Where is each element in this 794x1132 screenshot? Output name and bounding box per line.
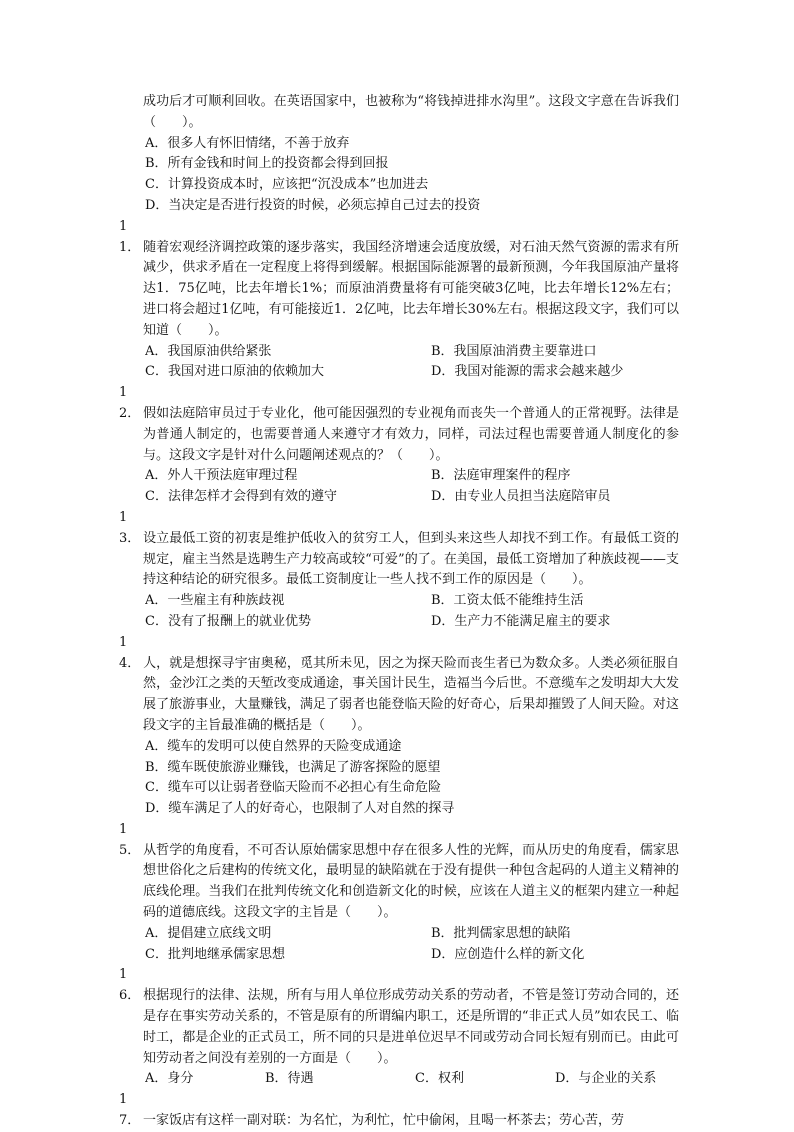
question-16-text (119, 965, 679, 1069)
question-15-stem: 从哲学的角度看，不可否认原始儒家思想中存在很多人性的光辉，而从历史的角度看，儒家思想世俗化之后建构的传统文化，最明显的缺陷就在于没有提供一种包含起码的人道主义精神的底线伦理。当我们在批判传统文化和创造新文化的时候，应该在人道主义的框架内建立一种起码的道德底线。这段文字的主旨是（ ）。 (143, 842, 679, 921)
question-13 (119, 508, 679, 633)
question-15 (119, 820, 679, 966)
question-15-number: 15． (119, 821, 141, 858)
question-13-option-a[interactable]: A．一些雇主有种族歧视 (145, 593, 285, 609)
question-12-option-d[interactable]: D．由专业人员担当法庭陪审员 (431, 489, 611, 505)
question-16-options (119, 1069, 679, 1090)
question-12-option-a[interactable]: A．外人干预法庭审理过程 (145, 468, 298, 484)
question-11-option-c[interactable]: C．我国对进口原油的依赖加大 (145, 364, 324, 380)
question-16 (119, 965, 679, 1090)
question-list (119, 92, 679, 1132)
question-15-options (119, 924, 679, 966)
question-14-option-d[interactable]: D．缆车满足了人的好奇心，也限制了人对自然的探寻 (145, 801, 455, 817)
question-16-number: 16． (119, 967, 141, 1004)
question-14-options (119, 737, 679, 820)
question-16-option-d[interactable]: D．与企业的关系 (555, 1071, 657, 1087)
question-15-option-d[interactable]: D．应创造什么样的新文化 (431, 946, 585, 962)
question-17 (119, 1090, 679, 1132)
question-11-option-a[interactable]: A．我国原油供给紧张 (145, 343, 272, 359)
question-14-text (119, 633, 679, 737)
question-11-text (119, 217, 679, 342)
question-17-stem: 一家饭店有这样一副对联：为名忙，为利忙，忙中偷闲，且喝一杯茶去；劳心苦，劳 (143, 1113, 625, 1129)
question-11-options (119, 342, 679, 384)
question-13-options (119, 591, 679, 633)
question-12 (119, 383, 679, 508)
question-12-text (119, 383, 679, 466)
question-11 (119, 217, 679, 383)
question-11-option-b[interactable]: B．我国原油消费主要靠进口 (431, 343, 597, 359)
question-10-option-a[interactable]: A．很多人有怀旧情绪，不善于放弃 (145, 135, 350, 151)
question-10-option-b[interactable]: B．所有金钱和时间上的投资都会得到回报 (145, 156, 389, 172)
question-13-option-c[interactable]: C．没有了报酬上的就业优势 (145, 613, 311, 629)
question-14-option-a[interactable]: A．缆车的发明可以使自然界的天险变成通途 (145, 738, 402, 754)
question-12-stem: 假如法庭陪审员过于专业化，他可能因强烈的专业视角而丧失一个普通人的正常视野。法律是为普通人制定的，也需要普通人来遵守才有效力，同样，司法过程也需要普通人制度化的参与。这段文字是针对什么问题阐述观点的？（ ）。 (143, 405, 679, 463)
question-10-option-c[interactable]: C．计算投资成本时，应该把“沉没成本”也加进去 (145, 177, 429, 193)
question-14-stem: 人，就是想探寻宇宙奥秘，觅其所未见，因之为探天险而丧生者已为数众多。人类必须征服自然，金沙江之类的天堑改变成通途，事关国计民生，造福当今后世。不意缆车之发明却大大发展了旅游事业，大量赚钱，满足了弱者也能登临天险的好奇心，后果却摧毁了人间天险。对这段文字的主旨最准确的概括是（ ）。 (143, 655, 679, 733)
question-15-option-a[interactable]: A．提倡建立底线文明 (145, 925, 272, 941)
question-14-option-b[interactable]: B．缆车既使旅游业赚钱，也满足了游客探险的愿望 (145, 759, 441, 775)
question-11-number: 11． (119, 218, 141, 255)
question-17-text (119, 1090, 679, 1132)
question-11-option-d[interactable]: D．我国对能源的需求会越来越少 (431, 364, 624, 380)
question-14-number: 14． (119, 634, 141, 671)
question-10-options (119, 134, 679, 217)
question-15-option-c[interactable]: C．批判地继承儒家思想 (145, 946, 285, 962)
question-16-option-c[interactable]: C．权利 (415, 1071, 464, 1087)
question-15-option-b[interactable]: B．批判儒家思想的缺陷 (431, 925, 571, 941)
question-13-option-b[interactable]: B．工资太低不能维持生活 (431, 593, 584, 609)
question-16-stem: 根据现行的法律、法规，所有与用人单位形成劳动关系的劳动者，不管是签订劳动合同的，还是存在事实劳动关系的，不管是原有的所谓编内职工，还是所谓的“非正式人员”如农民工、临时工，都是企业的正式员工，所不同的只是进单位迟早不同或劳动合同长短有别而已。由此可知劳动者之间没有差别的一方面是（ ）。 (143, 988, 679, 1066)
question-10 (119, 92, 679, 217)
question-16-option-b[interactable]: B．待遇 (265, 1071, 314, 1087)
question-13-text (119, 508, 679, 591)
question-13-stem: 设立最低工资的初衷是维护低收入的贫穷工人，但到头来这些人却找不到工作。有最低工资的规定，雇主当然是选聘生产力较高或较“可爱”的了。在美国，最低工资增加了种族歧视——支持这种结论的研究很多。最低工资制度让一些人找不到工作的原因是（ ）。 (143, 530, 679, 588)
question-13-number: 13． (119, 509, 141, 546)
question-12-options (119, 466, 679, 508)
question-15-text (119, 820, 679, 924)
question-13-option-d[interactable]: D．生产力不能满足雇主的要求 (431, 613, 611, 629)
question-14-option-c[interactable]: C．缆车可以让弱者登临天险而不必担心有生命危险 (145, 780, 441, 796)
question-12-option-c[interactable]: C．法律怎样才会得到有效的遵守 (145, 489, 337, 505)
question-14 (119, 633, 679, 820)
question-17-number: 17． (119, 1092, 141, 1129)
question-11-stem: 随着宏观经济调控政策的逐步落实，我国经济增速会适度放缓，对石油天然气资源的需求有所减少，供求矛盾在一定程度上将得到缓解。根据国际能源署的最新预测，今年我国原油产量将达1．75亿吨，比去年增长1%；而原油消费量将有可能突破3亿吨，比去年增长12%左右；进口将会超过1亿吨，有可能接近1．2亿吨，比去年增长30%左右。根据这段文字，我们可以知道（ ）。 (143, 239, 679, 338)
question-10-option-d[interactable]: D．当决定是否进行投资的时候，必须忘掉自己过去的投资 (145, 197, 481, 213)
question-10-text: 成功后才可顺利回收。在英语国家中，也被称为“将钱掉进排水沟里”。这段文字意在告诉我们（ ）。 (143, 94, 679, 130)
question-12-option-b[interactable]: B．法庭审理案件的程序 (431, 468, 571, 484)
question-16-option-a[interactable]: A．身分 (145, 1071, 194, 1087)
question-12-number: 12． (119, 385, 141, 421)
